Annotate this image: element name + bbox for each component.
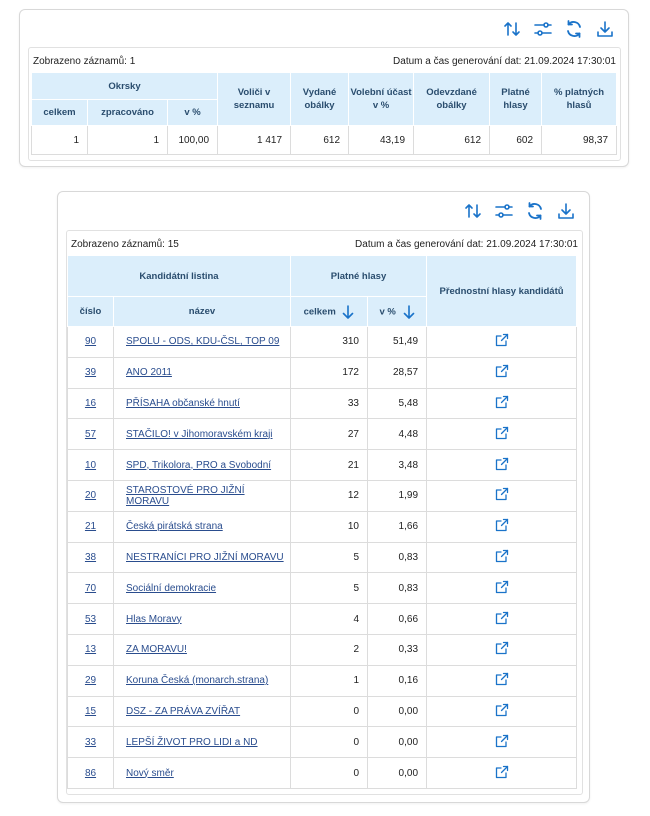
header-platne-hlasy: Platné hlasy	[291, 256, 427, 297]
cell-cislo	[68, 357, 114, 388]
table-row	[68, 357, 577, 388]
party-name-link[interactable]: Hlas Moravy	[126, 613, 182, 625]
cell-cislo	[68, 419, 114, 450]
cell-v-pct: 0,66	[368, 604, 427, 635]
header-nazev: název	[114, 297, 291, 327]
party-number-link[interactable]: 90	[84, 336, 97, 348]
cell-nazev	[114, 727, 291, 758]
party-name-link[interactable]: PŘÍSAHA občanské hnutí	[126, 397, 240, 409]
cell-cislo	[68, 665, 114, 696]
download-icon	[595, 19, 615, 39]
filter-sliders-icon	[533, 19, 553, 39]
party-number-link[interactable]: 21	[84, 521, 97, 533]
cell-prednostni	[427, 450, 577, 481]
cell-prednostni	[427, 480, 577, 511]
table-row	[68, 327, 577, 358]
party-name-link[interactable]: Česká pirátská strana	[126, 521, 223, 533]
cell-odevzdane: 612	[414, 126, 490, 155]
cell-prednostni	[427, 696, 577, 727]
party-name-link[interactable]: Koruna Česká (monarch.strana)	[126, 675, 269, 687]
cell-cislo	[68, 542, 114, 573]
table-row	[68, 542, 577, 573]
records-count: Zobrazeno záznamů: 1	[33, 56, 136, 67]
cell-v-pct: 0,00	[368, 696, 427, 727]
cell-prednostni	[427, 758, 577, 789]
table-row	[68, 634, 577, 665]
results-table	[67, 255, 577, 789]
download-button[interactable]	[594, 18, 616, 40]
party-name-link[interactable]: SPOLU - ODS, KDU-ČSL, TOP 09	[126, 336, 280, 348]
summary-toolbar	[501, 18, 616, 40]
party-number-link[interactable]: 13	[84, 644, 97, 656]
download-button[interactable]	[555, 200, 577, 222]
table-row	[68, 696, 577, 727]
generated-timestamp: Datum a čas generování dat: 21.09.2024 17:30:01	[393, 56, 616, 67]
cell-celkem: 33	[291, 388, 368, 419]
cell-celkem: 1	[291, 665, 368, 696]
cell-cislo	[68, 758, 114, 789]
cell-nazev	[114, 604, 291, 635]
cell-cislo	[68, 573, 114, 604]
cell-cislo	[68, 480, 114, 511]
cell-nazev	[114, 511, 291, 542]
sort-icon	[463, 201, 483, 221]
table-row	[68, 604, 577, 635]
party-number-link[interactable]: 15	[84, 705, 97, 717]
refresh-icon	[564, 19, 584, 39]
header-v-pct-label: v %	[379, 306, 396, 318]
cell-cislo	[68, 604, 114, 635]
header-okrsky: Okrsky	[32, 73, 218, 100]
external-link-icon[interactable]	[495, 487, 509, 501]
cell-v-pct: 4,48	[368, 419, 427, 450]
refresh-button[interactable]	[563, 18, 585, 40]
party-name-link[interactable]: NESTRANÍCI PRO JIŽNÍ MORAVU	[126, 551, 284, 563]
cell-nazev	[114, 665, 291, 696]
cell-celkem: 5	[291, 573, 368, 604]
header-kandidatni-listina: Kandidátní listina	[68, 256, 291, 297]
external-link-icon[interactable]	[495, 395, 509, 409]
header-platne: Platné hlasy	[490, 73, 542, 126]
results-table-container	[66, 230, 583, 795]
party-name-link[interactable]: DSZ - ZA PRÁVA ZVÍŘAT	[126, 705, 241, 717]
party-name-link[interactable]: SPD, Trikolora, PRO a Svobodní	[126, 459, 272, 471]
cell-celkem: 0	[291, 696, 368, 727]
external-link-icon[interactable]	[495, 734, 509, 748]
cell-nazev	[114, 327, 291, 358]
cell-celkem: 5	[291, 542, 368, 573]
party-number-link[interactable]: 29	[84, 675, 97, 687]
header-odevzdane: Odevzdané obálky	[414, 73, 490, 126]
table-row	[68, 450, 577, 481]
table-row	[68, 665, 577, 696]
external-link-icon[interactable]	[495, 611, 509, 625]
external-link-icon[interactable]	[495, 364, 509, 378]
records-count: Zobrazeno záznamů: 15	[71, 239, 179, 250]
external-link-icon[interactable]	[495, 765, 509, 779]
header-celkem: celkem	[32, 100, 88, 126]
filter-button[interactable]	[532, 18, 554, 40]
summary-table	[31, 72, 617, 155]
party-number-link[interactable]: 16	[84, 397, 97, 409]
sort-button[interactable]	[501, 18, 523, 40]
cell-volici: 1 417	[218, 126, 291, 155]
cell-prednostni	[427, 604, 577, 635]
external-link-icon[interactable]	[495, 426, 509, 440]
results-body	[68, 327, 577, 789]
cell-cislo	[68, 727, 114, 758]
party-name-link[interactable]: Nový směr	[126, 767, 174, 779]
summary-header-row	[32, 73, 617, 100]
header-celkem-sortable[interactable]	[291, 297, 368, 327]
cell-ucast: 43,19	[349, 126, 414, 155]
results-header-row	[68, 256, 577, 297]
cell-vydane: 612	[291, 126, 349, 155]
table-row	[68, 419, 577, 450]
header-v-pct: v %	[168, 100, 218, 126]
cell-prednostni	[427, 634, 577, 665]
cell-prednostni	[427, 327, 577, 358]
header-ucast: Volební účast v %	[349, 73, 414, 126]
cell-nazev	[114, 419, 291, 450]
cell-celkem: 4	[291, 604, 368, 635]
summary-card	[19, 9, 629, 167]
cell-prednostni	[427, 357, 577, 388]
cell-prednostni	[427, 419, 577, 450]
cell-v-pct: 100,00	[168, 126, 218, 155]
party-number-link[interactable]: 33	[84, 736, 97, 748]
cell-nazev	[114, 542, 291, 573]
party-name-link[interactable]: Sociální demokracie	[126, 582, 217, 594]
cell-nazev	[114, 450, 291, 481]
header-zpracovano: zpracováno	[88, 100, 168, 126]
party-name-link[interactable]: LEPŠÍ ŽIVOT PRO LIDI a ND	[126, 736, 258, 748]
external-link-icon[interactable]	[495, 549, 509, 563]
filter-sliders-icon	[494, 201, 514, 221]
party-number-link[interactable]: 70	[84, 582, 97, 594]
summary-row	[32, 126, 617, 155]
cell-v-pct: 5,48	[368, 388, 427, 419]
external-link-icon[interactable]	[495, 518, 509, 532]
party-number-link[interactable]: 10	[84, 459, 97, 471]
cell-prednostni	[427, 388, 577, 419]
party-name-link[interactable]: ANO 2011	[126, 367, 172, 379]
cell-cislo	[68, 327, 114, 358]
cell-prednostni	[427, 727, 577, 758]
cell-celkem: 310	[291, 327, 368, 358]
cell-cislo	[68, 511, 114, 542]
cell-cislo	[68, 696, 114, 727]
results-card	[57, 191, 590, 803]
party-name-link[interactable]: STAČILO! v Jihomoravském kraji	[126, 428, 273, 440]
cell-celkem: 12	[291, 480, 368, 511]
party-number-link[interactable]: 38	[84, 551, 97, 563]
header-volici: Voliči v seznamu	[218, 73, 291, 126]
cell-celkem: 0	[291, 727, 368, 758]
cell-v-pct: 0,00	[368, 758, 427, 789]
results-toolbar	[462, 200, 577, 222]
table-row	[68, 480, 577, 511]
cell-nazev	[114, 634, 291, 665]
cell-v-pct: 0,83	[368, 573, 427, 604]
table-row	[68, 388, 577, 419]
table-row	[68, 758, 577, 789]
cell-nazev	[114, 758, 291, 789]
cell-v-pct: 1,99	[368, 480, 427, 511]
refresh-icon	[525, 201, 545, 221]
header-v-pct-sortable[interactable]	[368, 297, 427, 327]
external-link-icon[interactable]	[495, 672, 509, 686]
external-link-icon[interactable]	[495, 641, 509, 655]
cell-v-pct: 3,48	[368, 450, 427, 481]
cell-v-pct: 1,66	[368, 511, 427, 542]
summary-table-container	[28, 47, 621, 161]
cell-cislo	[68, 388, 114, 419]
results-meta	[67, 231, 582, 255]
sort-down-arrow-icon	[403, 305, 415, 319]
cell-cislo	[68, 450, 114, 481]
sort-down-arrow-icon	[342, 305, 354, 319]
cell-celkem: 2	[291, 634, 368, 665]
party-number-link[interactable]: 39	[84, 367, 97, 379]
table-row	[68, 573, 577, 604]
cell-prednostni	[427, 511, 577, 542]
external-link-icon[interactable]	[495, 333, 509, 347]
cell-cislo	[68, 634, 114, 665]
header-cislo: číslo	[68, 297, 114, 327]
download-icon	[556, 201, 576, 221]
sort-button[interactable]	[462, 200, 484, 222]
cell-celkem: 0	[291, 758, 368, 789]
cell-v-pct: 0,83	[368, 542, 427, 573]
cell-nazev	[114, 696, 291, 727]
party-number-link[interactable]: 86	[84, 767, 97, 779]
cell-prednostni	[427, 665, 577, 696]
header-pct-platnych: % platných hlasů	[542, 73, 617, 126]
cell-celkem: 10	[291, 511, 368, 542]
cell-prednostni	[427, 542, 577, 573]
cell-v-pct: 51,49	[368, 327, 427, 358]
sort-icon	[502, 19, 522, 39]
header-prednostni: Přednostní hlasy kandidátů	[427, 256, 577, 327]
cell-v-pct: 0,00	[368, 727, 427, 758]
cell-v-pct: 0,16	[368, 665, 427, 696]
party-number-link[interactable]: 53	[84, 613, 97, 625]
external-link-icon[interactable]	[495, 703, 509, 717]
cell-nazev	[114, 357, 291, 388]
table-row	[68, 727, 577, 758]
cell-celkem: 21	[291, 450, 368, 481]
party-name-link[interactable]: ZA MORAVU!	[126, 644, 187, 656]
party-number-link[interactable]: 20	[84, 490, 97, 502]
cell-celkem: 172	[291, 357, 368, 388]
cell-celkem: 1	[32, 126, 88, 155]
cell-nazev	[114, 480, 291, 511]
cell-pct-platnych: 98,37	[542, 126, 617, 155]
party-number-link[interactable]: 57	[84, 428, 97, 440]
external-link-icon[interactable]	[495, 457, 509, 471]
summary-meta	[29, 48, 620, 72]
cell-nazev	[114, 573, 291, 604]
generated-timestamp: Datum a čas generování dat: 21.09.2024 17:30:01	[355, 239, 578, 250]
cell-v-pct: 28,57	[368, 357, 427, 388]
external-link-icon[interactable]	[495, 580, 509, 594]
cell-platne: 602	[490, 126, 542, 155]
party-name-link[interactable]: STAROSTOVÉ PRO JIŽNÍ MORAVU	[126, 484, 245, 507]
header-celkem-label: celkem	[303, 306, 336, 318]
table-row	[68, 511, 577, 542]
cell-v-pct: 0,33	[368, 634, 427, 665]
filter-button[interactable]	[493, 200, 515, 222]
header-vydane: Vydané obálky	[291, 73, 349, 126]
cell-prednostni	[427, 573, 577, 604]
refresh-button[interactable]	[524, 200, 546, 222]
cell-nazev	[114, 388, 291, 419]
cell-zpracovano: 1	[88, 126, 168, 155]
cell-celkem: 27	[291, 419, 368, 450]
